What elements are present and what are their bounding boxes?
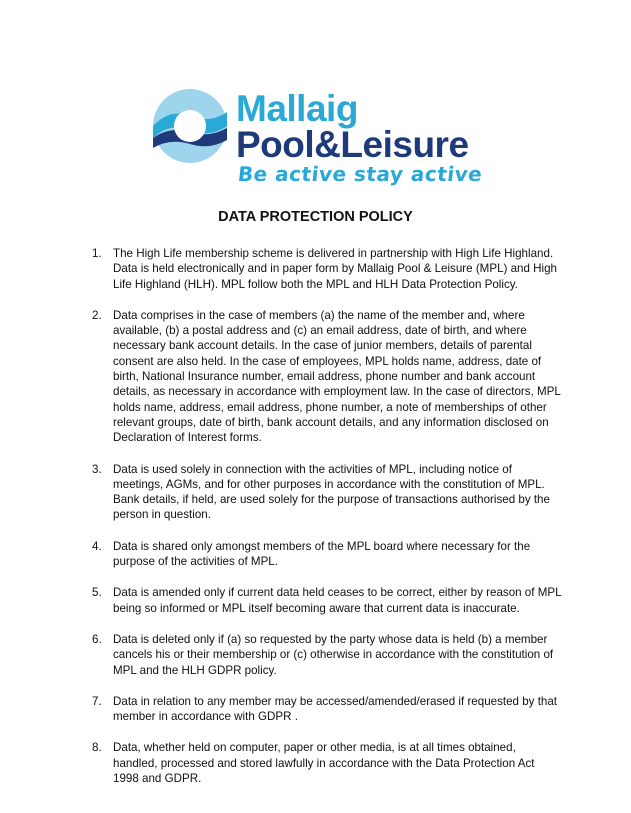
- mallaig-pool-leisure-logo: [150, 84, 490, 194]
- document-title: DATA PROTECTION POLICY: [218, 209, 413, 225]
- policy-item-text: Data is shared only amongst members of the MPL board where necessary for the purpose of the activities of MPL.: [113, 539, 531, 569]
- policy-item: [92, 246, 562, 292]
- policy-item-text: Data is used solely in connection with the activities of MPL, including notice of meetings, AGMs, and for other purposes in accordance with the constitution of MPL. Bank details, if held, are used solely for the purpose of transactions authorised by the person in question.: [113, 462, 550, 522]
- policy-item: [92, 308, 562, 446]
- policy-item-text: Data, whether held on computer, paper or other media, is at all times obtained, handled, processed and stored lawfully in accordance with the Data Protection Act 1998 and GDPR.: [113, 741, 535, 786]
- policy-item: [92, 694, 562, 725]
- policy-item-number: 7.: [92, 694, 102, 708]
- policy-list: [92, 246, 562, 802]
- policy-item: [92, 462, 562, 523]
- logo-word-leisure: Leisure: [340, 124, 469, 165]
- ring-logo-icon: [150, 86, 230, 166]
- policy-item-text: Data in relation to any member may be accessed/amended/erased if requested by that member in accordance with GDPR .: [113, 694, 558, 724]
- policy-item-number: 3.: [92, 462, 102, 476]
- policy-item: [92, 539, 562, 570]
- logo-ampersand: &: [314, 124, 341, 165]
- policy-item-number: 5.: [92, 586, 102, 600]
- logo-word-pool: Pool: [236, 124, 315, 165]
- policy-item-text: Data is amended only if current data held ceases to be correct, either by reason of MPL being so informed or MPL itself becoming aware that current data is inaccurate.: [113, 586, 562, 615]
- policy-item-text: Data is deleted only if (a) so requested by the party whose data is held (b) a member cancels his or their membership or (c) otherwise in accordance with the constitution of MPL and the HLH GDPR policy.: [113, 632, 554, 677]
- policy-item-number: 4.: [92, 539, 102, 553]
- logo-tagline: Be active stay active: [236, 162, 484, 186]
- policy-item-text: Data comprises in the case of members (a) the name of the member and, where available, (b) a postal address and (c) an email address, date of birth, and where necessary bank account details. In the case of junior members, details of parental consent are also held. In the case of employees, MPL holds name, address, date of birth, National Insurance number, email address, phone number and bank account details, as necessary in accordance with employment law. In the case of directors, MPL holds name, address, email address, phone number, a note of memberships of other relevant groups, date of birth, bank account details, and any information disclosed on Declaration of Interest forms.: [113, 308, 561, 445]
- policy-item-number: 8.: [92, 741, 102, 755]
- policy-item-number: 6.: [92, 632, 102, 646]
- policy-item: [92, 585, 562, 616]
- policy-item-text: The High Life membership scheme is delivered in partnership with High Life Highland. Data is held electronically and in paper form by Mallaig Pool & Leisure (MPL) and High Life Highland (HLH). MPL follow both the MPL and HLH Data Protection Policy.: [113, 247, 558, 291]
- policy-item: [92, 740, 562, 786]
- logo-wordmark-line2: [236, 126, 469, 163]
- policy-item-number: 2.: [92, 308, 102, 322]
- policy-item: [92, 632, 562, 678]
- policy-item-number: 1.: [92, 247, 102, 260]
- logo-wordmark-line1: Mallaig: [236, 88, 358, 129]
